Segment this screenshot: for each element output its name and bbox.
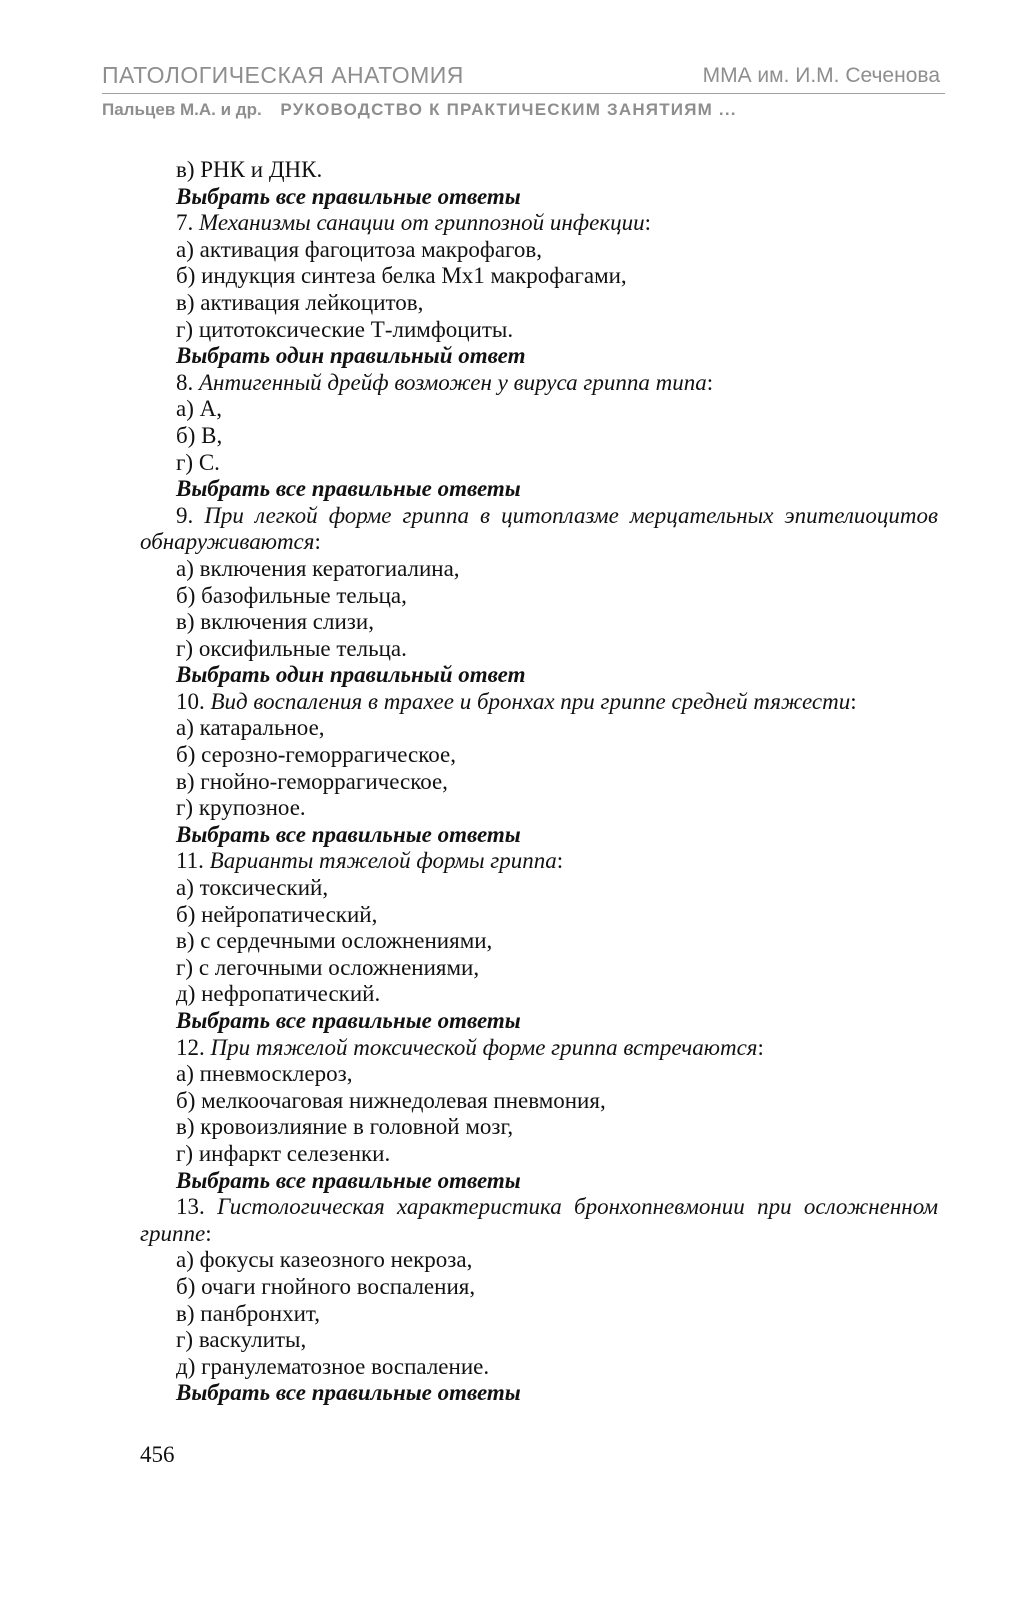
answer-option: в) кровоизлияние в головной мозг,: [176, 1114, 514, 1140]
question-block: [140, 210, 938, 370]
question-number: 10.: [176, 688, 205, 714]
question-number: 12.: [176, 1034, 205, 1060]
questions-container: [140, 210, 938, 1407]
answer-option: б) мелкоочаговая нижнедолевая пневмония,: [176, 1087, 606, 1113]
instruction-line: Выбрать все правильные ответы: [176, 1167, 521, 1193]
header-book-title: РУКОВОДСТВО К ПРАКТИЧЕСКИМ ЗАНЯТИЯМ ...: [280, 100, 737, 119]
question-text: [140, 370, 938, 397]
answer-option: а) активация фагоцитоза макрофагов,: [176, 236, 543, 262]
answer-option: в) гнойно-геморрагическое,: [176, 768, 448, 794]
question-number: 13.: [176, 1194, 205, 1220]
question-stem: Гистологическая характеристика бронхопневмонии при осложненном гриппе: [140, 1194, 938, 1246]
question-text: [140, 1035, 938, 1062]
question-number: 9.: [176, 502, 194, 528]
instruction-line: Выбрать один правильный ответ: [176, 343, 526, 369]
answer-option: в) панбронхит,: [176, 1300, 320, 1326]
instruction-line: Выбрать все правильные ответы: [176, 183, 521, 209]
answer-option: а) токсический,: [176, 875, 329, 901]
answer-option: г) оксифильные тельца.: [176, 635, 407, 661]
question-number: 7.: [176, 210, 194, 236]
question-block: [140, 689, 938, 849]
question-stem: При легкой форме гриппа в цитоплазме мерцательных эпителиоцитов обнаруживаются: [140, 502, 939, 555]
answer-option: в) РНК и ДНК.: [176, 157, 323, 182]
instruction-line: Выбрать все правильные ответы: [176, 1380, 521, 1406]
instruction-line: Выбрать один правильный ответ: [176, 662, 526, 688]
header-rule: [102, 93, 945, 94]
question-text: [140, 210, 938, 237]
answer-option: г) васкулиты,: [176, 1327, 307, 1353]
answer-option: а) пневмосклероз,: [176, 1061, 353, 1087]
page-number: 456: [140, 1442, 175, 1467]
question-text: [140, 503, 938, 556]
answer-option: а) катаральное,: [176, 715, 325, 741]
question-block: [140, 1035, 938, 1195]
question-colon: :: [706, 369, 714, 395]
answer-option: б) В,: [176, 422, 223, 448]
question-colon: :: [644, 210, 651, 236]
answer-option: а) А,: [176, 396, 222, 422]
question-stem: При тяжелой токсической форме гриппа встречаются: [210, 1034, 758, 1060]
header-title: ПАТОЛОГИЧЕСКАЯ АНАТОМИЯ: [102, 62, 464, 88]
question-colon: :: [757, 1034, 764, 1060]
question-colon: :: [205, 1220, 212, 1246]
question-colon: :: [850, 688, 857, 714]
question-stem: Вид воспаления в трахее и бронхах при гриппе средней тяжести: [210, 688, 851, 714]
question-number: 8.: [176, 369, 194, 395]
running-header: [102, 62, 940, 92]
answer-option: б) индукция синтеза белка Mx1 макрофагами,: [176, 263, 627, 289]
header-authors: Пальцев М.А. и др.: [102, 100, 262, 119]
question-text: [140, 1194, 938, 1247]
question-text: [140, 848, 938, 875]
question-text: [140, 689, 938, 716]
instruction-line: Выбрать все правильные ответы: [176, 1008, 521, 1033]
instruction-line: Выбрать все правильные ответы: [176, 476, 521, 502]
answer-option: г) цитотоксические Т-лимфоциты.: [176, 316, 514, 342]
answer-option: г) с легочными осложнениями,: [176, 954, 480, 980]
question-list: [140, 157, 938, 1407]
header-institution: ММА им. И.М. Сеченова: [702, 64, 940, 87]
answer-option: в) включения слизи,: [176, 609, 374, 635]
answer-option: а) включения кератогиалина,: [176, 555, 460, 581]
question-colon: :: [556, 848, 564, 874]
answer-option: б) нейропатический,: [176, 901, 378, 927]
answer-option: б) базофильные тельца,: [176, 582, 407, 608]
answer-option: а) фокусы казеозного некроза,: [176, 1247, 473, 1273]
answer-option: б) серозно-геморрагическое,: [176, 742, 457, 768]
question-stem: Механизмы санации от гриппозной инфекции: [199, 210, 645, 236]
instruction-line: Выбрать все правильные ответы: [176, 821, 521, 847]
question-stem: Варианты тяжелой формы гриппа: [209, 848, 557, 874]
answer-option: г) крупозное.: [176, 795, 306, 821]
question-number: 11.: [176, 848, 204, 874]
question-block: [140, 503, 938, 689]
answer-option: д) нефропатический.: [176, 981, 381, 1007]
answer-option: в) активация лейкоцитов,: [176, 289, 424, 315]
question-block: [140, 1194, 938, 1407]
question-block: [140, 370, 938, 503]
answer-option: в) с сердечными осложнениями,: [176, 928, 493, 954]
question-stem: Антигенный дрейф возможен у вируса гриппа типа: [199, 369, 707, 395]
answer-option: г) С.: [176, 449, 220, 475]
answer-option: б) очаги гнойного воспаления,: [176, 1273, 476, 1299]
question-colon: :: [314, 529, 321, 555]
answer-option: д) гранулематозное воспаление.: [176, 1353, 490, 1379]
question-block: [140, 848, 938, 1034]
header-subtitle: [102, 100, 737, 120]
answer-option: г) инфаркт селезенки.: [176, 1140, 391, 1166]
